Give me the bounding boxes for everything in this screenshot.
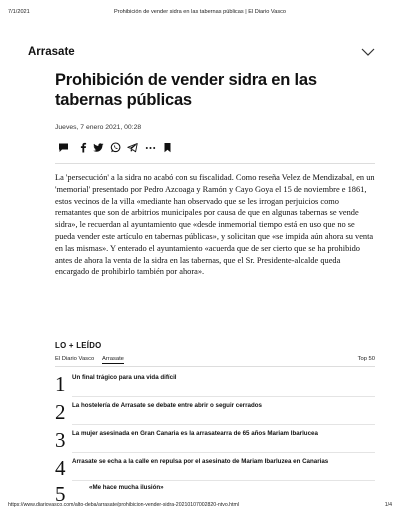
list-item[interactable] bbox=[55, 428, 375, 454]
section-link[interactable]: Arrasate bbox=[28, 46, 75, 58]
article-body: La 'persecución' a la sidra no acabó con su fiscalidad. Como reseña Velez de Mendizabal, en un 'memorial' presentado por Pedro Azcoaga y Ramón y Cayo Goya el 15 de noviembre e 1861, estos vecinos de la villa «mediante han observado que se les irrogan perjuicios como rematantes que son de arbitrios municipales por causa de que en algunas tabernas se vende sidra», le recuerdan al ayuntamiento que «desde inmemorial tiempo está en uso que no se pueda vender este artículo en tabernas públicas», y solicitan que «se impida aún ahora su venta en las mismas». Y enterado el ayuntamiento «acuerda que de ser cierto que se ha prohibido antes de ahora la venta de la sidra en las tabernas, que el Sr. Presidente-alcalde queda encargado de prohibirlo también por ahora». bbox=[55, 173, 375, 277]
list-item-title[interactable]: La mujer asesinada en Gran Canaria es la arrasatearra de 65 años Mariam Ibarlucea bbox=[72, 430, 318, 437]
twitter-icon[interactable] bbox=[93, 142, 104, 153]
facebook-icon[interactable] bbox=[78, 142, 89, 153]
section-bar bbox=[28, 42, 378, 64]
article-dateline: Jueves, 7 enero 2021, 00:28 bbox=[55, 124, 142, 131]
list-item-title[interactable]: Arrasate se echa a la calle en repulsa por el asesinato de Mariam Ibarluzea en Canarias bbox=[72, 458, 329, 465]
print-url: https://www.diariovasco.com/alto-deba/arrasate/prohibicion-vender-sidra-20210107002820-ntvo.html bbox=[8, 502, 239, 508]
rank-number: 5 bbox=[55, 482, 66, 506]
list-item-title[interactable]: Un final trágico para una vida difícil bbox=[72, 374, 177, 381]
divider bbox=[72, 424, 375, 425]
rank-number: 1 bbox=[55, 372, 66, 396]
bookmark-icon[interactable] bbox=[162, 142, 173, 153]
tabs-divider bbox=[55, 366, 375, 367]
more-icon[interactable] bbox=[145, 142, 156, 153]
divider bbox=[72, 480, 375, 481]
telegram-icon[interactable] bbox=[127, 142, 138, 153]
chevron-down-icon[interactable] bbox=[361, 47, 375, 57]
top-50-link[interactable]: Top 50 bbox=[357, 356, 375, 362]
print-date: 7/1/2021 bbox=[8, 9, 30, 15]
print-page-number: 1/4 bbox=[384, 502, 392, 508]
most-read-title: LO + LEÍDO bbox=[55, 341, 102, 350]
divider bbox=[72, 396, 375, 397]
list-item-title[interactable]: «Me hace mucha ilusión» bbox=[89, 484, 164, 491]
list-item[interactable] bbox=[55, 456, 375, 482]
rank-number: 3 bbox=[55, 428, 66, 452]
tab-arrasate[interactable]: Arrasate bbox=[102, 356, 124, 362]
print-page-title: Prohibición de vender sidra en las tabernas públicas | El Diario Vasco bbox=[113, 9, 287, 15]
rank-number: 4 bbox=[55, 456, 66, 480]
print-footer bbox=[0, 502, 400, 512]
rank-number: 2 bbox=[55, 400, 66, 424]
tab-el-diario-vasco[interactable]: El Diario Vasco bbox=[55, 356, 95, 362]
share-divider bbox=[55, 163, 375, 164]
list-item[interactable] bbox=[55, 400, 375, 426]
print-header bbox=[0, 9, 400, 21]
divider bbox=[72, 452, 375, 453]
share-bar bbox=[55, 140, 375, 156]
most-read-module bbox=[55, 341, 375, 367]
list-item-title[interactable]: La hostelería de Arrasate se debate entre abrir o seguir cerrados bbox=[72, 402, 262, 409]
most-read-tabs bbox=[55, 356, 375, 367]
whatsapp-icon[interactable] bbox=[110, 142, 121, 153]
list-item[interactable] bbox=[55, 372, 375, 398]
comment-icon[interactable] bbox=[58, 142, 69, 153]
article-headline: Prohibición de vender sidra en las tabernas públicas bbox=[55, 71, 317, 109]
